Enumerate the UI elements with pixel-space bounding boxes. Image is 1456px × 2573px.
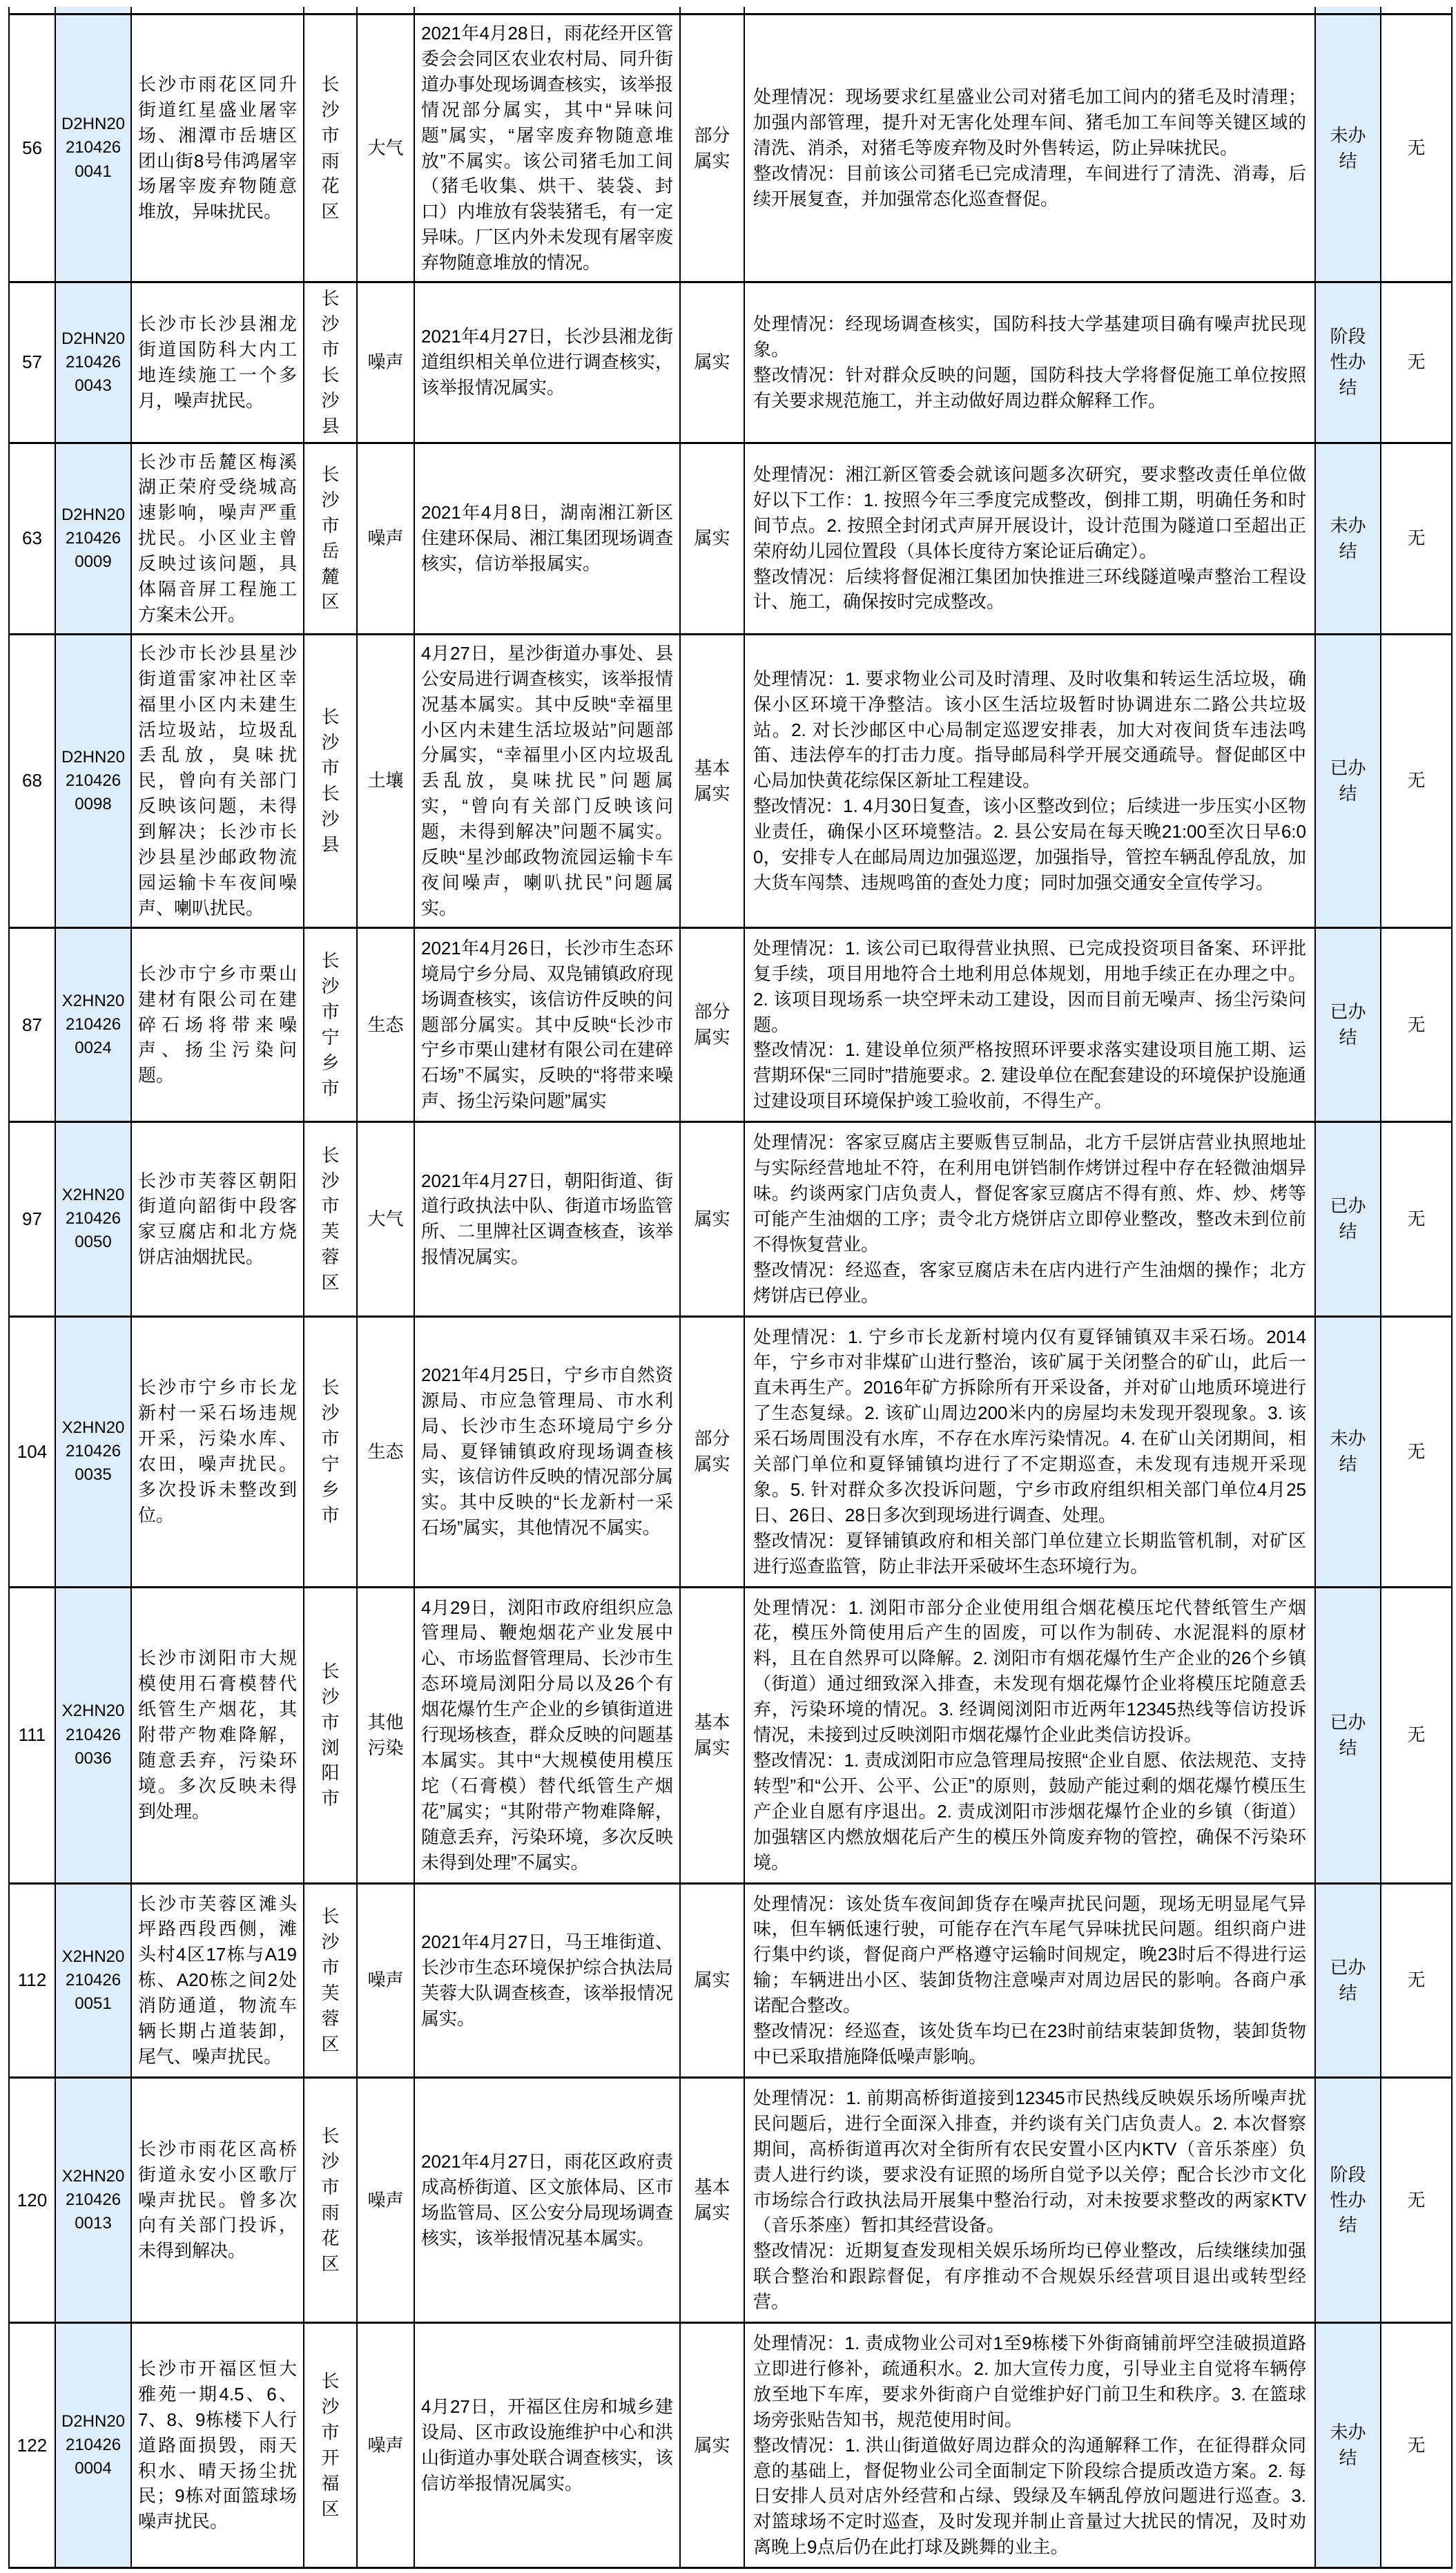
verdict-cell: 基本属实	[680, 634, 744, 927]
status-cell: 阶段性办结	[1315, 2077, 1381, 2322]
pollution-type-cell: 大气	[357, 1122, 414, 1316]
status-cell: 未办结	[1315, 15, 1381, 282]
rectification-paragraph: 整改情况：1. 4月30日复查，该小区整改到位；后续进一步压实小区物业责任，确保小区环境整洁。2. 县公安局在每天晚21:00至次日早6:00，安排专人在邮局周边加强巡逻，加强指导，管控车辆乱停乱放，加大货车闯禁、违规鸣笛的查处力度；同时加强交通安全宣传学习。	[753, 796, 1306, 893]
investigation-cell: 4月27日，开福区住房和城乡建设局、区市政设施维护中心和洪山街道办事处联合调查核实，该信访举报情况属实。	[414, 2323, 680, 2568]
processing-cell	[744, 1316, 1315, 1587]
city-cell: 长沙市雨花区	[304, 15, 357, 282]
cutoff-previous-row	[9, 7, 1452, 15]
row-number-cell: 63	[9, 443, 55, 634]
handling-paragraph: 处理情况：1. 浏阳市部分企业使用组合烟花模压坨代替纸管生产烟花，模压外筒使用后产生的固废，可以作为制砖、水泥混料的原材料，且在自然界可以降解。2. 浏阳市有烟花爆竹生产企业的26个乡镇（街道）通过细致深入排查，未发现有烟花爆竹企业将模压坨随意丢弃，污染环境的情况。3. 经调阅浏阳市近两年12345热线等信访投诉情况，未接到过反映浏阳市烟花爆竹企业此类信访投诉。	[753, 1597, 1306, 1746]
investigation-cell: 4月29日，浏阳市政府组织应急管理局、鞭炮烟花产业发展中心、市场监督管理局、长沙市生态环境局浏阳分局以及26个有烟花爆竹生产企业的乡镇街道进行现场核查，群众反映的问题基本属实。其中“大规模使用模压坨（石膏模）替代纸管生产烟花”属实；“其附带产物难降解，随意丢弃，污染环境，多次反映未得到处理”不属实。	[414, 1587, 680, 1883]
case-id-cell: X2HN20 210426 0050	[55, 1122, 131, 1316]
status-cell: 未办结	[1315, 1316, 1381, 1587]
table-row	[9, 927, 1452, 1121]
case-id-cell: D2HN20 210426 0043	[55, 282, 131, 443]
table-row	[9, 1883, 1452, 2077]
city-cell: 长沙市芙蓉区	[304, 1883, 357, 2077]
row-number-cell: 57	[9, 282, 55, 443]
handling-paragraph: 处理情况：经现场调查核实，国防科技大学基建项目确有噪声扰民现象。	[753, 313, 1306, 360]
city-cell: 长沙市开福区	[304, 2323, 357, 2568]
complaint-cell: 长沙市雨花区同升街道红星盛业屠宰场、湘潭市岳塘区团山街8号伟鸿屠宰场屠宰废弃物随意堆放，异味扰民。	[131, 15, 304, 282]
case-id-cell: X2HN20 210426 0024	[55, 927, 131, 1121]
pollution-type-cell: 噪声	[357, 2077, 414, 2322]
verdict-cell: 基本属实	[680, 2077, 744, 2322]
rectification-paragraph: 整改情况：1. 洪山街道做好周边群众的沟通解释工作，在征得群众同意的基础上，督促物业公司全面制定下阶段综合提质改造方案。2. 每日安排人员对店外经营和占绿、毁绿及车辆乱停放问题进行巡查。3. 对篮球场不定时巡查，及时发现并制止音量过大扰民的情况，及时劝离晚上9点后仍在此打球及跳舞的业主。	[753, 2434, 1306, 2558]
complaint-cell: 长沙市宁乡市长龙新村一采石场违规开采，污染水库、农田，噪声扰民。多次投诉未整改到位。	[131, 1316, 304, 1587]
remark-cell: 无	[1381, 282, 1452, 443]
rectification-paragraph: 整改情况：夏铎铺镇政府和相关部门单位建立长期监管机制，对矿区进行巡查监管，防止非法开采破坏生态环境行为。	[753, 1530, 1306, 1577]
investigation-cell: 2021年4月28日，雨花经开区管委会会同区农业农村局、同升街道办事处现场调查核实，该举报情况部分属实，其中“异味问题”属实，“屠宰废弃物随意堆放”不属实。该公司猪毛加工间（猪毛收集、烘干、装袋、封口）内堆放有袋装猪毛，有一定异味。厂区内外未发现有屠宰废弃物随意堆放的情况。	[414, 15, 680, 282]
investigation-cell: 4月27日，星沙街道办事处、县公安局进行调查核实，该举报情况基本属实。其中反映“幸福里小区内未建生活垃圾站”问题部分属实，“幸福里小区内垃圾乱丢乱放，臭味扰民”问题属实，“曾向有关部门反映该问题，未得到解决”问题不属实。反映“星沙邮政物流园运输卡车夜间噪声，喇叭扰民”问题属实。	[414, 634, 680, 927]
rectification-paragraph: 整改情况：经巡查，客家豆腐店未在店内进行产生油烟的操作；北方烤饼店已停业。	[753, 1259, 1306, 1306]
rectification-paragraph: 整改情况：近期复查发现相关娱乐场所均已停业整改，后续继续加强联合整治和跟踪督促，有序推动不合规娱乐经营项目退出或转型经营。	[753, 2240, 1306, 2313]
investigation-cell: 2021年4月27日，雨花区政府责成高桥街道、区文旅体局、区市场监管局、区公安分局现场调查核实，该举报情况基本属实。	[414, 2077, 680, 2322]
processing-cell	[744, 282, 1315, 443]
city-cell: 长沙市宁乡市	[304, 927, 357, 1121]
verdict-cell: 基本属实	[680, 1587, 744, 1883]
remark-cell: 无	[1381, 927, 1452, 1121]
complaint-cell: 长沙市长沙县星沙街道雷家冲社区幸福里小区内未建生活垃圾站，垃圾乱丢乱放，臭味扰民，曾向有关部门反映该问题，未得到解决；长沙市长沙县星沙邮政物流园运输卡车夜间噪声、喇叭扰民。	[131, 634, 304, 927]
case-id-cell: X2HN20 210426 0035	[55, 1316, 131, 1587]
processing-cell	[744, 2077, 1315, 2322]
complaint-cell: 长沙市芙蓉区朝阳街道向韶街中段客家豆腐店和北方烧饼店油烟扰民。	[131, 1122, 304, 1316]
verdict-cell: 部分属实	[680, 1316, 744, 1587]
handling-paragraph: 处理情况：1. 该公司已取得营业执照、已完成投资项目备案、环评批复手续，项目用地符合土地利用总体规划，用地手续正在办理之中。2. 该项目现场系一块空坪未动工建设，因而目前无噪声、扬尘污染问题。	[753, 937, 1306, 1035]
status-cell: 已办结	[1315, 927, 1381, 1121]
remark-cell: 无	[1381, 2323, 1452, 2568]
remark-cell: 无	[1381, 1883, 1452, 2077]
verdict-cell: 部分属实	[680, 15, 744, 282]
table-row	[9, 443, 1452, 634]
status-cell: 阶段性办结	[1315, 282, 1381, 443]
city-cell: 长沙市芙蓉区	[304, 1122, 357, 1316]
row-number-cell: 97	[9, 1122, 55, 1316]
complaint-handling-table	[8, 7, 1453, 2569]
row-number-cell: 56	[9, 15, 55, 282]
processing-cell	[744, 1883, 1315, 2077]
rectification-paragraph: 整改情况：1. 责成浏阳市应急管理局按照“企业自愿、依法规范、支持转型”和“公开、公平、公正”的原则，鼓励产能过剩的烟花爆竹模压生产企业自愿有序退出。2. 责成浏阳市涉烟花爆竹企业的乡镇（街道）加强辖区内燃放烟花后产生的模压外筒废弃物的管控，确保不污染环境。	[753, 1750, 1306, 1873]
city-cell: 长沙市长沙县	[304, 634, 357, 927]
case-id-cell: X2HN20 210426 0013	[55, 2077, 131, 2322]
processing-cell	[744, 1122, 1315, 1316]
verdict-cell: 部分属实	[680, 927, 744, 1121]
complaint-cell: 长沙市雨花区高桥街道永安小区歌厅噪声扰民。曾多次向有关部门投诉，未得到解决。	[131, 2077, 304, 2322]
remark-cell: 无	[1381, 2077, 1452, 2322]
status-cell: 已办结	[1315, 1122, 1381, 1316]
handling-paragraph: 处理情况：1. 责成物业公司对1至9栋楼下外街商铺前坪空洼破损道路立即进行修补，疏通积水。2. 加大宣传力度，引导业主自觉将车辆停放至地下车库，要求外街商户自觉维护好门前卫生和秩序。3. 在篮球场旁张贴告知书，规范使用时间。	[753, 2333, 1306, 2430]
row-number-cell: 112	[9, 1883, 55, 2077]
verdict-cell: 属实	[680, 2323, 744, 2568]
verdict-cell: 属实	[680, 282, 744, 443]
pollution-type-cell: 噪声	[357, 443, 414, 634]
processing-cell	[744, 2323, 1315, 2568]
remark-cell: 无	[1381, 1122, 1452, 1316]
row-number-cell: 68	[9, 634, 55, 927]
remark-cell: 无	[1381, 443, 1452, 634]
complaint-cell: 长沙市宁乡市栗山建材有限公司在建碎石场将带来噪声、扬尘污染问题。	[131, 927, 304, 1121]
pollution-type-cell: 噪声	[357, 2323, 414, 2568]
verdict-cell: 属实	[680, 1883, 744, 2077]
complaint-cell: 长沙市长沙县湘龙街道国防科大内工地连续施工一个多月，噪声扰民。	[131, 282, 304, 443]
handling-paragraph: 处理情况：1. 宁乡市长龙新村境内仅有夏铎铺镇双丰采石场。2014年，宁乡市对非煤矿山进行整治，该矿属于关闭整合的矿山，此后一直未再生产。2016年矿方拆除所有开采设备，并对矿山地质环境进行了生态复绿。2. 该矿山周边200米内的房屋均未发现开裂现象。3. 该采石场周围没有水库，不存在水库污染情况。4. 在矿山关闭期间，相关部门单位和夏铎铺镇均进行了不定期巡查，未发现有违规开采现象。5. 针对群众多次投诉问题，宁乡市政府组织相关部门单位4月25日、26日、28日多次到现场进行调查、处理。	[753, 1326, 1306, 1525]
row-number-cell: 111	[9, 1587, 55, 1883]
city-cell: 长沙市宁乡市	[304, 1316, 357, 1587]
row-number-cell: 87	[9, 927, 55, 1121]
verdict-cell: 属实	[680, 443, 744, 634]
case-id-cell: D2HN20 210426 0009	[55, 443, 131, 634]
rectification-paragraph: 整改情况：目前该公司猪毛已完成清理，车间进行了清洗、消毒，后续开展复查，并加强常态化巡查督促。	[753, 162, 1306, 209]
rectification-paragraph: 整改情况：经巡查，该处货车均已在23时前结束装卸货物，装卸货物中已采取措施降低噪声影响。	[753, 2021, 1306, 2067]
investigation-cell: 2021年4月27日，长沙县湘龙街道组织相关单位进行调查核实，该举报情况属实。	[414, 282, 680, 443]
processing-cell	[744, 443, 1315, 634]
table-row	[9, 634, 1452, 927]
processing-cell	[744, 634, 1315, 927]
table-row	[9, 2323, 1452, 2568]
city-cell: 长沙市浏阳市	[304, 1587, 357, 1883]
handling-paragraph: 处理情况：现场要求红星盛业公司对猪毛加工间内的猪毛及时清理；加强内部管理，提升对无害化处理车间、猪毛加工车间等关键区域的清洗、消杀，对猪毛等废弃物及时外售转运，防止异味扰民。	[753, 86, 1306, 159]
status-cell: 已办结	[1315, 1587, 1381, 1883]
status-cell: 已办结	[1315, 1883, 1381, 2077]
processing-cell	[744, 927, 1315, 1121]
table-row	[9, 15, 1452, 282]
case-id-cell: D2HN20 210426 0041	[55, 15, 131, 282]
investigation-cell: 2021年4月27日，朝阳街道、街道行政执法中队、街道市场监管所、二里牌社区调查核查，该举报情况属实。	[414, 1122, 680, 1316]
status-cell: 未办结	[1315, 2323, 1381, 2568]
rectification-paragraph: 整改情况：针对群众反映的问题，国防科技大学将督促施工单位按照有关要求规范施工，并主动做好周边群众解释工作。	[753, 364, 1306, 411]
complaint-cell: 长沙市开福区恒大雅苑一期4.5、6、7、8、9栋楼下人行道路面损毁，雨天积水、晴天扬尘扰民；9栋对面篮球场噪声扰民。	[131, 2323, 304, 2568]
pollution-type-cell: 生态	[357, 927, 414, 1121]
complaint-cell: 长沙市芙蓉区滩头坪路西段西侧，滩头村4区17栋与A19栋、A20栋之间2处消防通道，物流车辆长期占道装卸，尾气、噪声扰民。	[131, 1883, 304, 2077]
pollution-type-cell: 其他污染	[357, 1587, 414, 1883]
processing-cell	[744, 1587, 1315, 1883]
case-id-cell: X2HN20 210426 0036	[55, 1587, 131, 1883]
remark-cell: 无	[1381, 634, 1452, 927]
table-row	[9, 1316, 1452, 1587]
table-row	[9, 2077, 1452, 2322]
handling-paragraph: 处理情况：客家豆腐店主要贩售豆制品，北方千层饼店营业执照地址与实际经营地址不符，在利用电饼铛制作烤饼过程中存在轻微油烟异味。约谈两家门店负责人，督促客家豆腐店不得有煎、炸、炒、烤等可能产生油烟的工序；责令北方烧饼店立即停业整改，整改未到位前不得恢复营业。	[753, 1132, 1306, 1255]
case-id-cell: X2HN20 210426 0051	[55, 1883, 131, 2077]
complaint-cell: 长沙市浏阳市大规模使用石膏模替代纸管生产烟花，其附带产物难降解，随意丢弃，污染环境。多次反映未得到处理。	[131, 1587, 304, 1883]
pollution-type-cell: 土壤	[357, 634, 414, 927]
handling-paragraph: 处理情况：该处货车夜间卸货存在噪声扰民问题，现场无明显尾气异味，但车辆低速行驶，可能存在汽车尾气异味扰民问题。组织商户进行集中约谈，督促商户严格遵守运输时间规定，晚23时后不得进行运输；车辆进出小区、装卸货物注意噪声对周边居民的影响。各商户承诺配合整改。	[753, 1893, 1306, 2016]
table-row	[9, 282, 1452, 443]
case-id-cell: D2HN20 210426 0098	[55, 634, 131, 927]
handling-paragraph: 处理情况：1. 前期高桥街道接到12345市民热线反映娱乐场所噪声扰民问题后，进行全面深入排查，并约谈有关门店负责人。2. 本次督察期间，高桥街道再次对全街所有农民安置小区内KTV（音乐茶座）负责人进行约谈，要求没有证照的场所自觉予以关停；配合长沙市文化市场综合行政执法局开展集中整治行动，对未按要求整改的两家KTV（音乐茶座）暂扣其经营设备。	[753, 2087, 1306, 2236]
pollution-type-cell: 噪声	[357, 282, 414, 443]
pollution-type-cell: 噪声	[357, 1883, 414, 2077]
rectification-paragraph: 整改情况：1. 建设单位须严格按照环评要求落实建设项目施工期、运营期环保“三同时”措施要求。2. 建设单位在配套建设的环境保护设施通过建设项目环境保护竣工验收前，不得生产。	[753, 1039, 1306, 1112]
pollution-type-cell: 大气	[357, 15, 414, 282]
investigation-cell: 2021年4月8日，湖南湘江新区住建环保局、湘江集团现场调查核实，信访举报属实。	[414, 443, 680, 634]
rectification-paragraph: 整改情况：后续将督促湘江集团加快推进三环线隧道噪声整治工程设计、施工，确保按时完成整改。	[753, 566, 1306, 613]
case-id-cell: D2HN20 210426 0004	[55, 2323, 131, 2568]
verdict-cell: 属实	[680, 1122, 744, 1316]
city-cell: 长沙市长沙县	[304, 282, 357, 443]
complaint-cell: 长沙市岳麓区梅溪湖正荣府受绕城高速影响，噪声严重扰民。小区业主曾反映过该问题，具体隔音屏工程施工方案未公开。	[131, 443, 304, 634]
row-number-cell: 122	[9, 2323, 55, 2568]
remark-cell: 无	[1381, 1316, 1452, 1587]
table-row	[9, 1587, 1452, 1883]
status-cell: 未办结	[1315, 443, 1381, 634]
city-cell: 长沙市雨花区	[304, 2077, 357, 2322]
pollution-type-cell: 生态	[357, 1316, 414, 1587]
investigation-cell: 2021年4月27日，马王堆街道、长沙市生态环境保护综合执法局芙蓉大队调查核查，该举报情况属实。	[414, 1883, 680, 2077]
table-body	[9, 7, 1452, 2568]
table-row	[9, 1122, 1452, 1316]
handling-paragraph: 处理情况：湘江新区管委会就该问题多次研究，要求整改责任单位做好以下工作：1. 按照今年三季度完成整改，倒排工期，明确任务和时间节点。2. 按照全封闭式声屏开展设计，设计范围为隧道口至超出正荣府幼儿园位置段（具体长度待方案论证后确定）。	[753, 463, 1306, 561]
remark-cell: 无	[1381, 15, 1452, 282]
investigation-cell: 2021年4月26日，长沙市生态环境局宁乡分局、双凫铺镇政府现场调查核实，该信访件反映的问题部分属实。其中反映“长沙市宁乡市栗山建材有限公司在建碎石场”不属实，反映的“将带来噪声、扬尘污染问题”属实	[414, 927, 680, 1121]
status-cell: 已办结	[1315, 634, 1381, 927]
row-number-cell: 120	[9, 2077, 55, 2322]
city-cell: 长沙市岳麓区	[304, 443, 357, 634]
row-number-cell: 104	[9, 1316, 55, 1587]
handling-paragraph: 处理情况：1. 要求物业公司及时清理、及时收集和转运生活垃圾，确保小区环境干净整洁。该小区生活垃圾暂时协调进东二路公共垃圾站。2. 对长沙邮区中心局制定巡逻安排表，加大对夜间货车违法鸣笛、违法停车的打击力度。指导邮局科学开展交通疏导。督促邮区中心局加快黄花综保区新址工程建设。	[753, 668, 1306, 791]
remark-cell: 无	[1381, 1587, 1452, 1883]
processing-cell	[744, 15, 1315, 282]
investigation-cell: 2021年4月25日，宁乡市自然资源局、市应急管理局、市水利局、长沙市生态环境局宁乡分局、夏铎铺镇政府现场调查核实，该信访件反映的情况部分属实。其中反映的“长龙新村一采石场”属实，其他情况不属实。	[414, 1316, 680, 1587]
